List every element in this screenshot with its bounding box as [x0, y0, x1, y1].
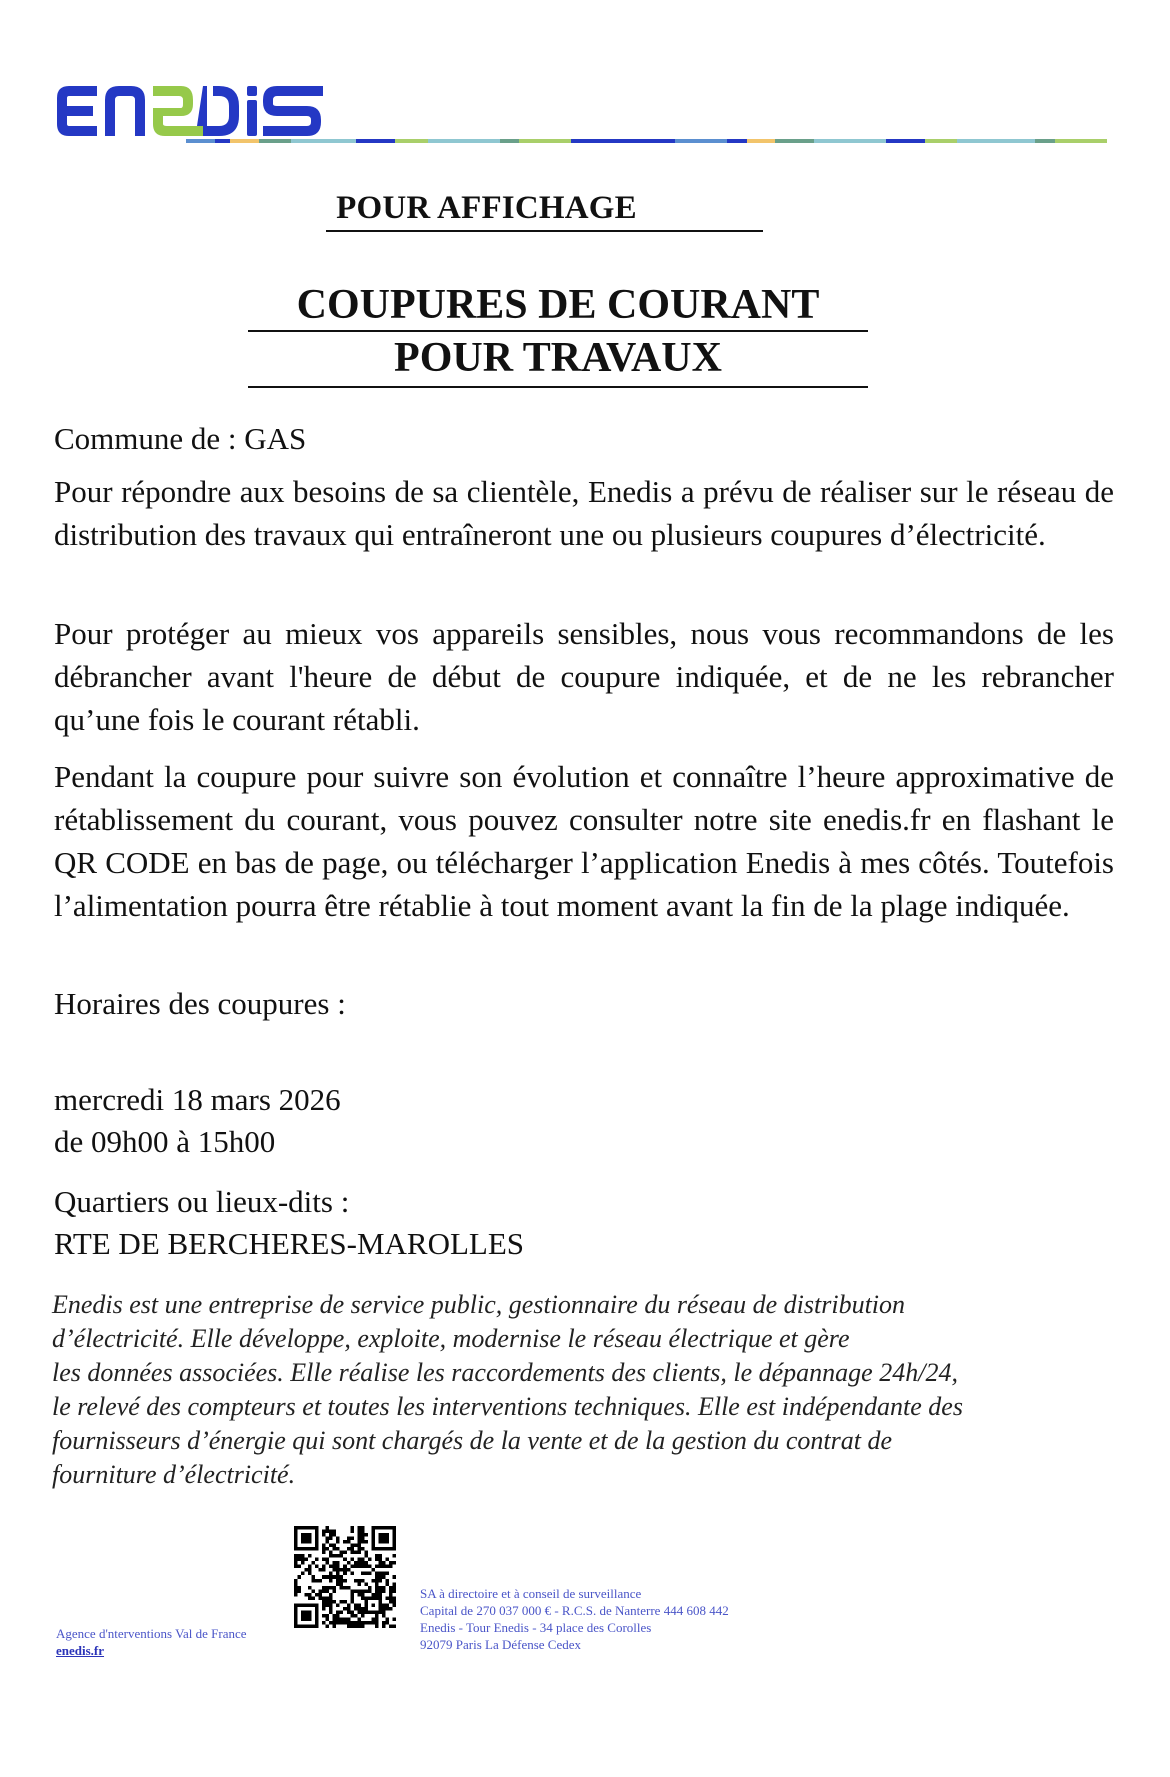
legal-line: 92079 Paris La Défense Cedex	[420, 1637, 582, 1652]
title-underline-2	[248, 386, 868, 388]
disclaimer-line: fourniture d’électricité.	[52, 1460, 296, 1489]
page-title-line-1: COUPURES DE COURANT	[296, 282, 820, 328]
website-link[interactable]: enedis.fr	[56, 1643, 105, 1658]
disclaimer-line: les données associées. Elle réalise les raccordements des clients, le dépannage 24h/24,	[52, 1358, 958, 1387]
posting-label: POUR AFFICHAGE	[336, 190, 637, 226]
stripe-segment	[519, 139, 571, 143]
brand-stripe	[186, 139, 1107, 143]
stripe-segment	[1055, 139, 1107, 143]
stripe-segment	[291, 139, 356, 143]
advice-paragraph: Pour protéger au mieux vos appareils sensibles, nous vous recommandons de les débrancher avant l'heure de début de coupure indiquée, et de ne les rebrancher qu’une fois le courant rétabli.	[54, 616, 1114, 737]
stripe-segment	[727, 139, 747, 143]
agency-name: Agence d'nterventions Val de France	[56, 1626, 247, 1641]
page-title-line-2: POUR TRAVAUX	[394, 335, 722, 381]
stripe-segment	[230, 139, 259, 143]
posting-underline	[326, 230, 763, 232]
stripe-segment	[775, 139, 814, 143]
locations-label: Quartiers ou lieux-dits :	[54, 1184, 350, 1219]
disclaimer-line: d’électricité. Elle développe, exploite, modernise le réseau électrique et gère	[52, 1324, 850, 1353]
schedule-date: mercredi 18 mars 2026	[54, 1082, 341, 1117]
disclaimer-line: fournisseurs d’énergie qui sont chargés de la vente et de la gestion du contrat de	[52, 1426, 893, 1455]
stripe-segment	[747, 139, 776, 143]
stripe-segment	[675, 139, 727, 143]
stripe-segment	[395, 139, 428, 143]
disclaimer-line: Enedis est une entreprise de service public, gestionnaire du réseau de distribution	[52, 1290, 906, 1319]
stripe-segment	[259, 139, 292, 143]
stripe-segment	[356, 139, 395, 143]
stripe-segment	[215, 139, 231, 143]
qr-code-icon[interactable]	[294, 1526, 396, 1628]
stripe-segment	[886, 139, 925, 143]
enedis-logo	[57, 86, 323, 138]
stripe-segment	[571, 139, 675, 143]
disclaimer-line: le relevé des compteurs et toutes les interventions techniques. Elle est indépendante des	[52, 1392, 963, 1421]
legal-info	[420, 1585, 729, 1653]
legal-line: SA à directoire et à conseil de surveillance	[420, 1586, 642, 1601]
intro-paragraph: Pour répondre aux besoins de sa clientèle, Enedis a prévu de réaliser sur le réseau de distribution des travaux qui entraîneront une ou plusieurs coupures d’électricité.	[54, 474, 1114, 552]
stripe-segment	[957, 139, 1035, 143]
public-service-disclaimer	[52, 1288, 1132, 1492]
stripe-segment	[1035, 139, 1055, 143]
title-underline-1	[248, 330, 868, 332]
commune: Commune de : GAS	[54, 421, 307, 456]
legal-line: Capital de 270 037 000 € - R.C.S. de Nanterre 444 608 442	[420, 1603, 729, 1618]
schedule-time: de 09h00 à 15h00	[54, 1124, 276, 1159]
stripe-segment	[925, 139, 958, 143]
stripe-segment	[814, 139, 886, 143]
tracking-paragraph: Pendant la coupure pour suivre son évolution et connaître l’heure approximative de rétablissement du courant, vous pouvez consulter notre site enedis.fr en flashant le QR CODE en bas de page, ou télécharger l’application Enedis à mes côtés. Toutefois l’alimentation pourra être rétablie à tout moment avant la fin de la plage indiquée.	[54, 759, 1114, 923]
schedule-label: Horaires des coupures :	[54, 986, 346, 1021]
stripe-segment	[500, 139, 520, 143]
locations-value: RTE DE BERCHERES-MAROLLES	[54, 1226, 525, 1261]
stripe-segment	[428, 139, 500, 143]
stripe-segment	[186, 139, 215, 143]
legal-line: Enedis - Tour Enedis - 34 place des Corolles	[420, 1620, 652, 1635]
